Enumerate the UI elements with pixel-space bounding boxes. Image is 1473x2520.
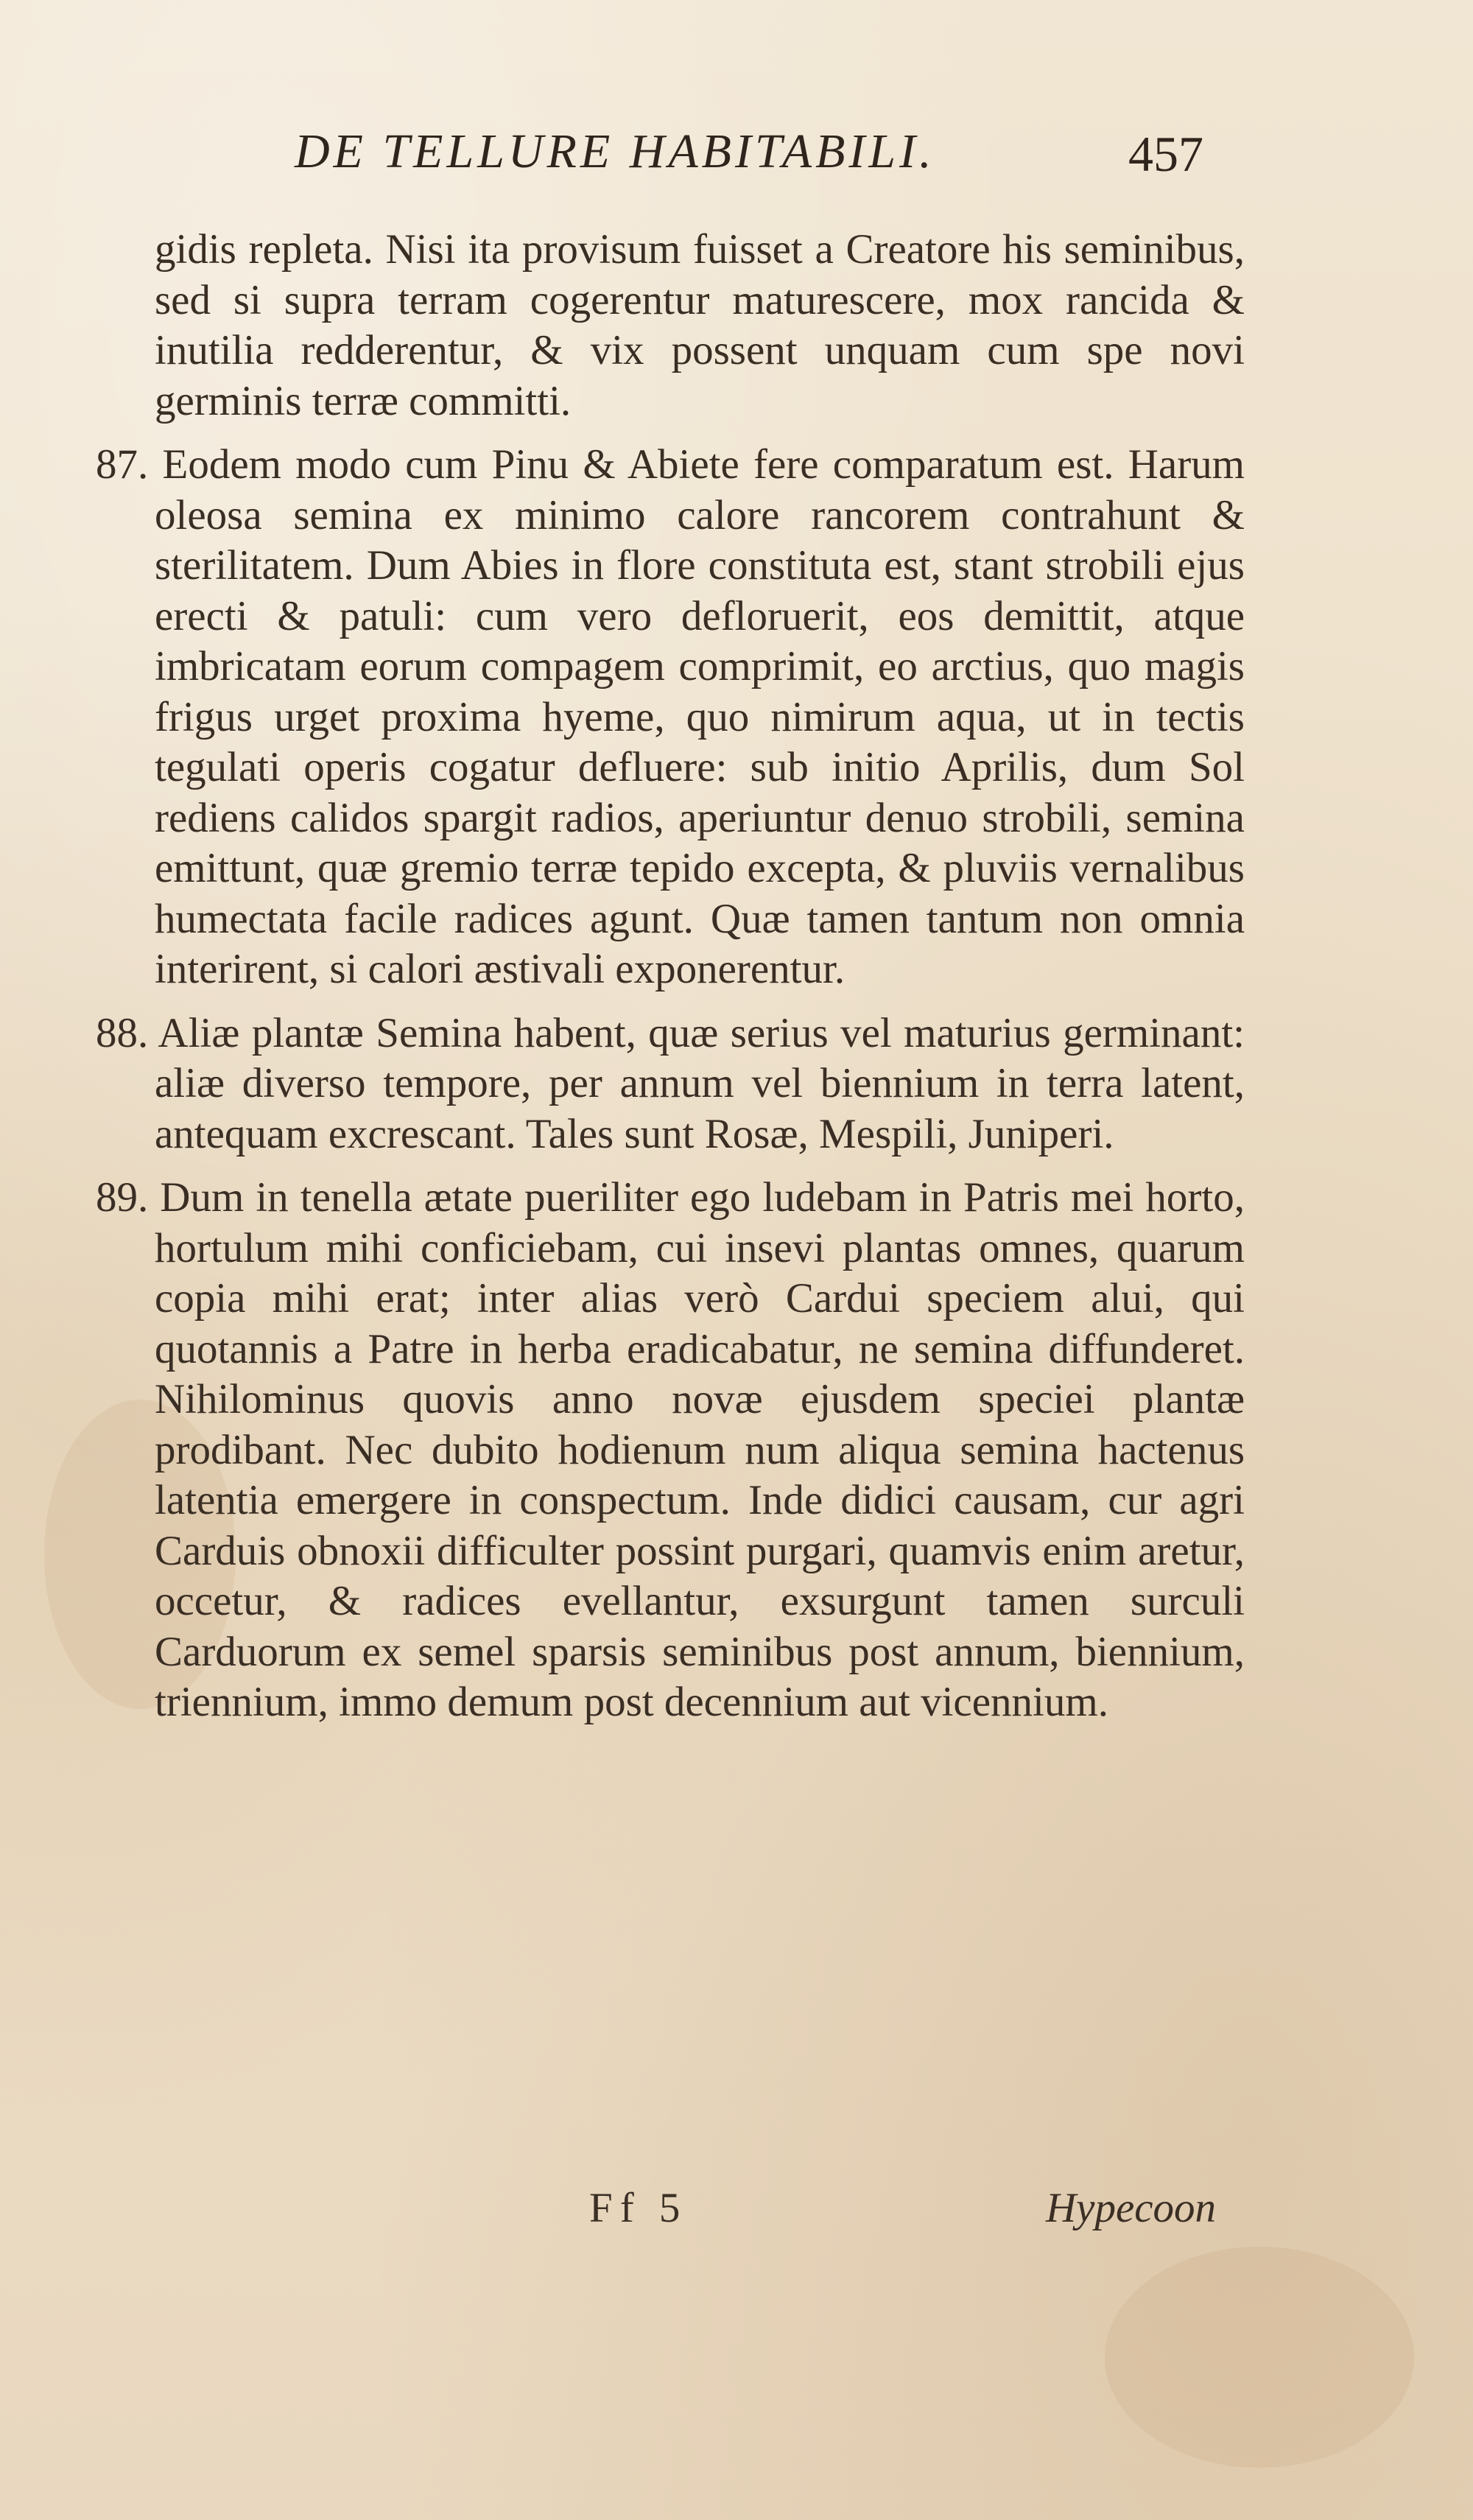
- paragraph-text: Dum in tenella ætate pueriliter ego ludebam in Patris mei horto, hortulum mihi conficiebam, cui insevi plantas omnes, quarum copia mihi erat; inter alias verò Cardui speciem alui, qui quotannis a Patre in herba eradicabatur, ne semina diffunderet. Nihilominus quovis anno novæ ejusdem speciei plantæ prodibant. Nec dubito hodienum num aliqua semina hactenus latentia emergere in conspectum. Inde didici causam, cur agri Carduis obnoxii difficulter possint purgari, quamvis enim aretur, occetur, & radices evellantur, exsurgunt tamen surculi Carduorum ex semel sparsis seminibus post annum, biennium, triennium, immo demum post decennium aut vicennium.: [155, 1174, 1245, 1725]
- signature-mark: Ff 5: [589, 2185, 688, 2231]
- paragraph-88: [96, 1008, 1245, 1160]
- paragraph-89: [96, 1173, 1245, 1728]
- page-body: [96, 225, 1245, 1741]
- paragraph-number: 88.: [96, 1009, 149, 1056]
- paragraph-text: Aliæ plantæ Semina habent, quæ serius vel maturius germinant: aliæ diverso tempore, per annum vel biennium in terra latent, antequam excrescant. Tales sunt Rosæ, Mespili, Juniperi.: [155, 1009, 1245, 1157]
- paragraph-number: 87.: [96, 441, 149, 488]
- catchword: Hypecoon: [1046, 2185, 1217, 2231]
- paragraph-87: [96, 440, 1245, 995]
- paragraph-number: 89.: [96, 1174, 149, 1221]
- paper-stain: [1105, 2247, 1414, 2468]
- paragraph-text: Eodem modo cum Pinu & Abiete fere comparatum est. Harum oleosa semina ex minimo calore rancorem contrahunt & sterilitatem. Dum Abies in flore constituta est, stant strobili ejus erecti & patuli: cum vero defloruerit, eos demittit, atque imbricatam eorum compagem comprimit, eo arctius, quo magis frigus urget proxima hyeme, quo nimirum aqua, ut in tectis tegulati operis cogatur defluere: sub initio Aprilis, dum Sol rediens calidos spargit radios, aperiuntur denuo strobili, semina emittunt, quæ gremio terræ tepido excepta, & pluviis vernalibus humectata facile radices agunt. Quæ tamen tantum non omnia interirent, si calori æstivali exponerentur.: [155, 441, 1245, 992]
- page-number: 457: [1128, 126, 1203, 182]
- continuation-paragraph: gidis repleta. Nisi ita provisum fuisset a Creatore his seminibus, sed si supra terram cogerentur maturescere, mox rancida & inutilia redderentur, & vix possent unquam cum spe novi germinis terræ committi.: [155, 226, 1245, 424]
- running-head: DE TELLURE HABITABILI.: [295, 124, 935, 178]
